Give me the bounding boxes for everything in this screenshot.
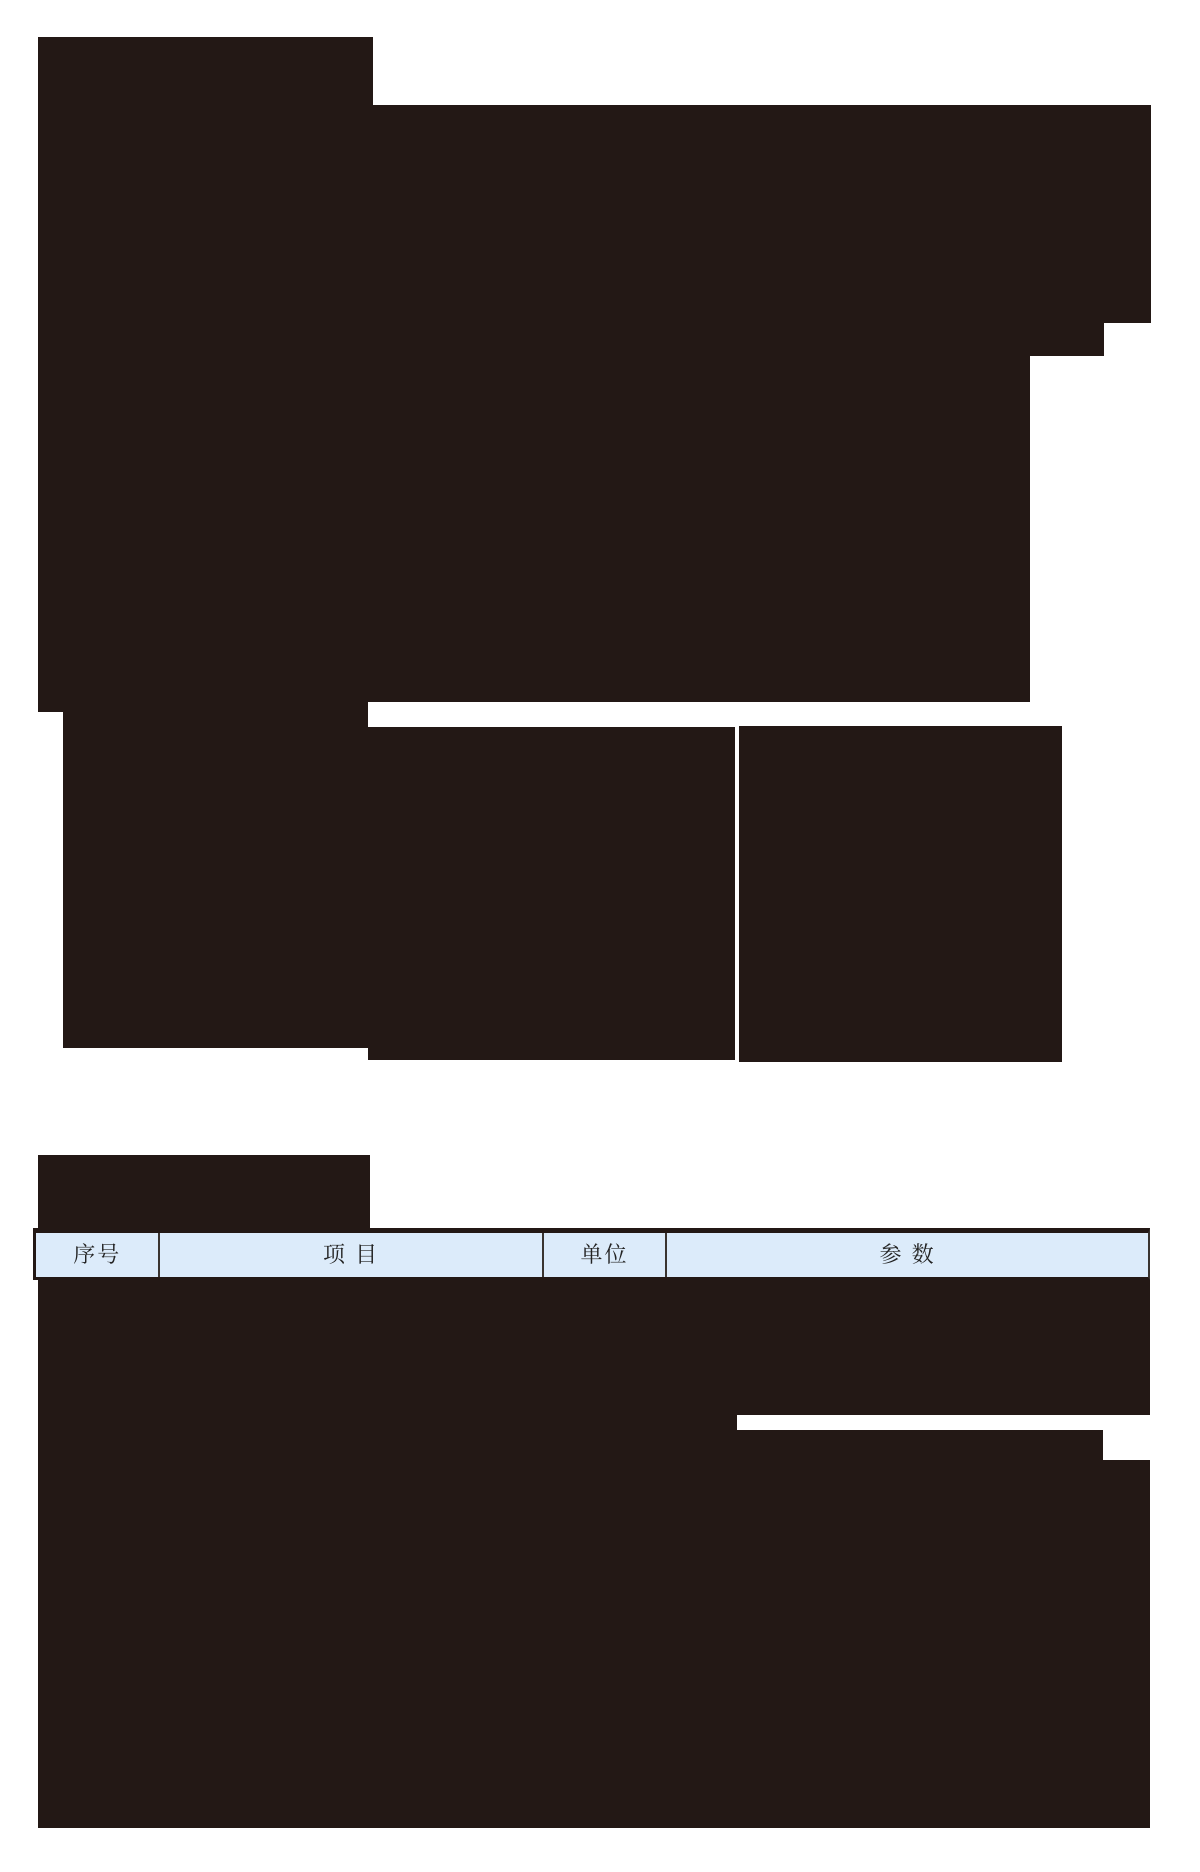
table-header-cell-3: 单位	[544, 1233, 667, 1277]
table-header-cell-4: 参 数	[879, 1242, 936, 1267]
paragraph-mass-top-redacted	[38, 105, 1151, 323]
right-figure-redacted	[739, 726, 1062, 1062]
paragraph-mass-lower-redacted	[38, 356, 1030, 702]
paragraph-mass-mid-redacted	[38, 323, 1104, 356]
section-heading-2-redacted	[38, 1155, 370, 1232]
table-body-gap-right-1	[737, 1415, 1103, 1430]
section-heading-1-redacted	[38, 37, 373, 107]
table-body-gap-right-2	[1103, 1415, 1150, 1460]
paragraph-left-tail-redacted	[38, 702, 63, 712]
center-figure-redacted	[368, 727, 735, 1060]
spec-table-header-row	[33, 1228, 1150, 1280]
table-header-cell-2: 项 目	[160, 1233, 543, 1277]
left-column-redacted	[63, 702, 368, 1048]
table-header-cell-1: 序号	[36, 1233, 160, 1277]
table-body-redacted	[38, 1280, 1150, 1828]
